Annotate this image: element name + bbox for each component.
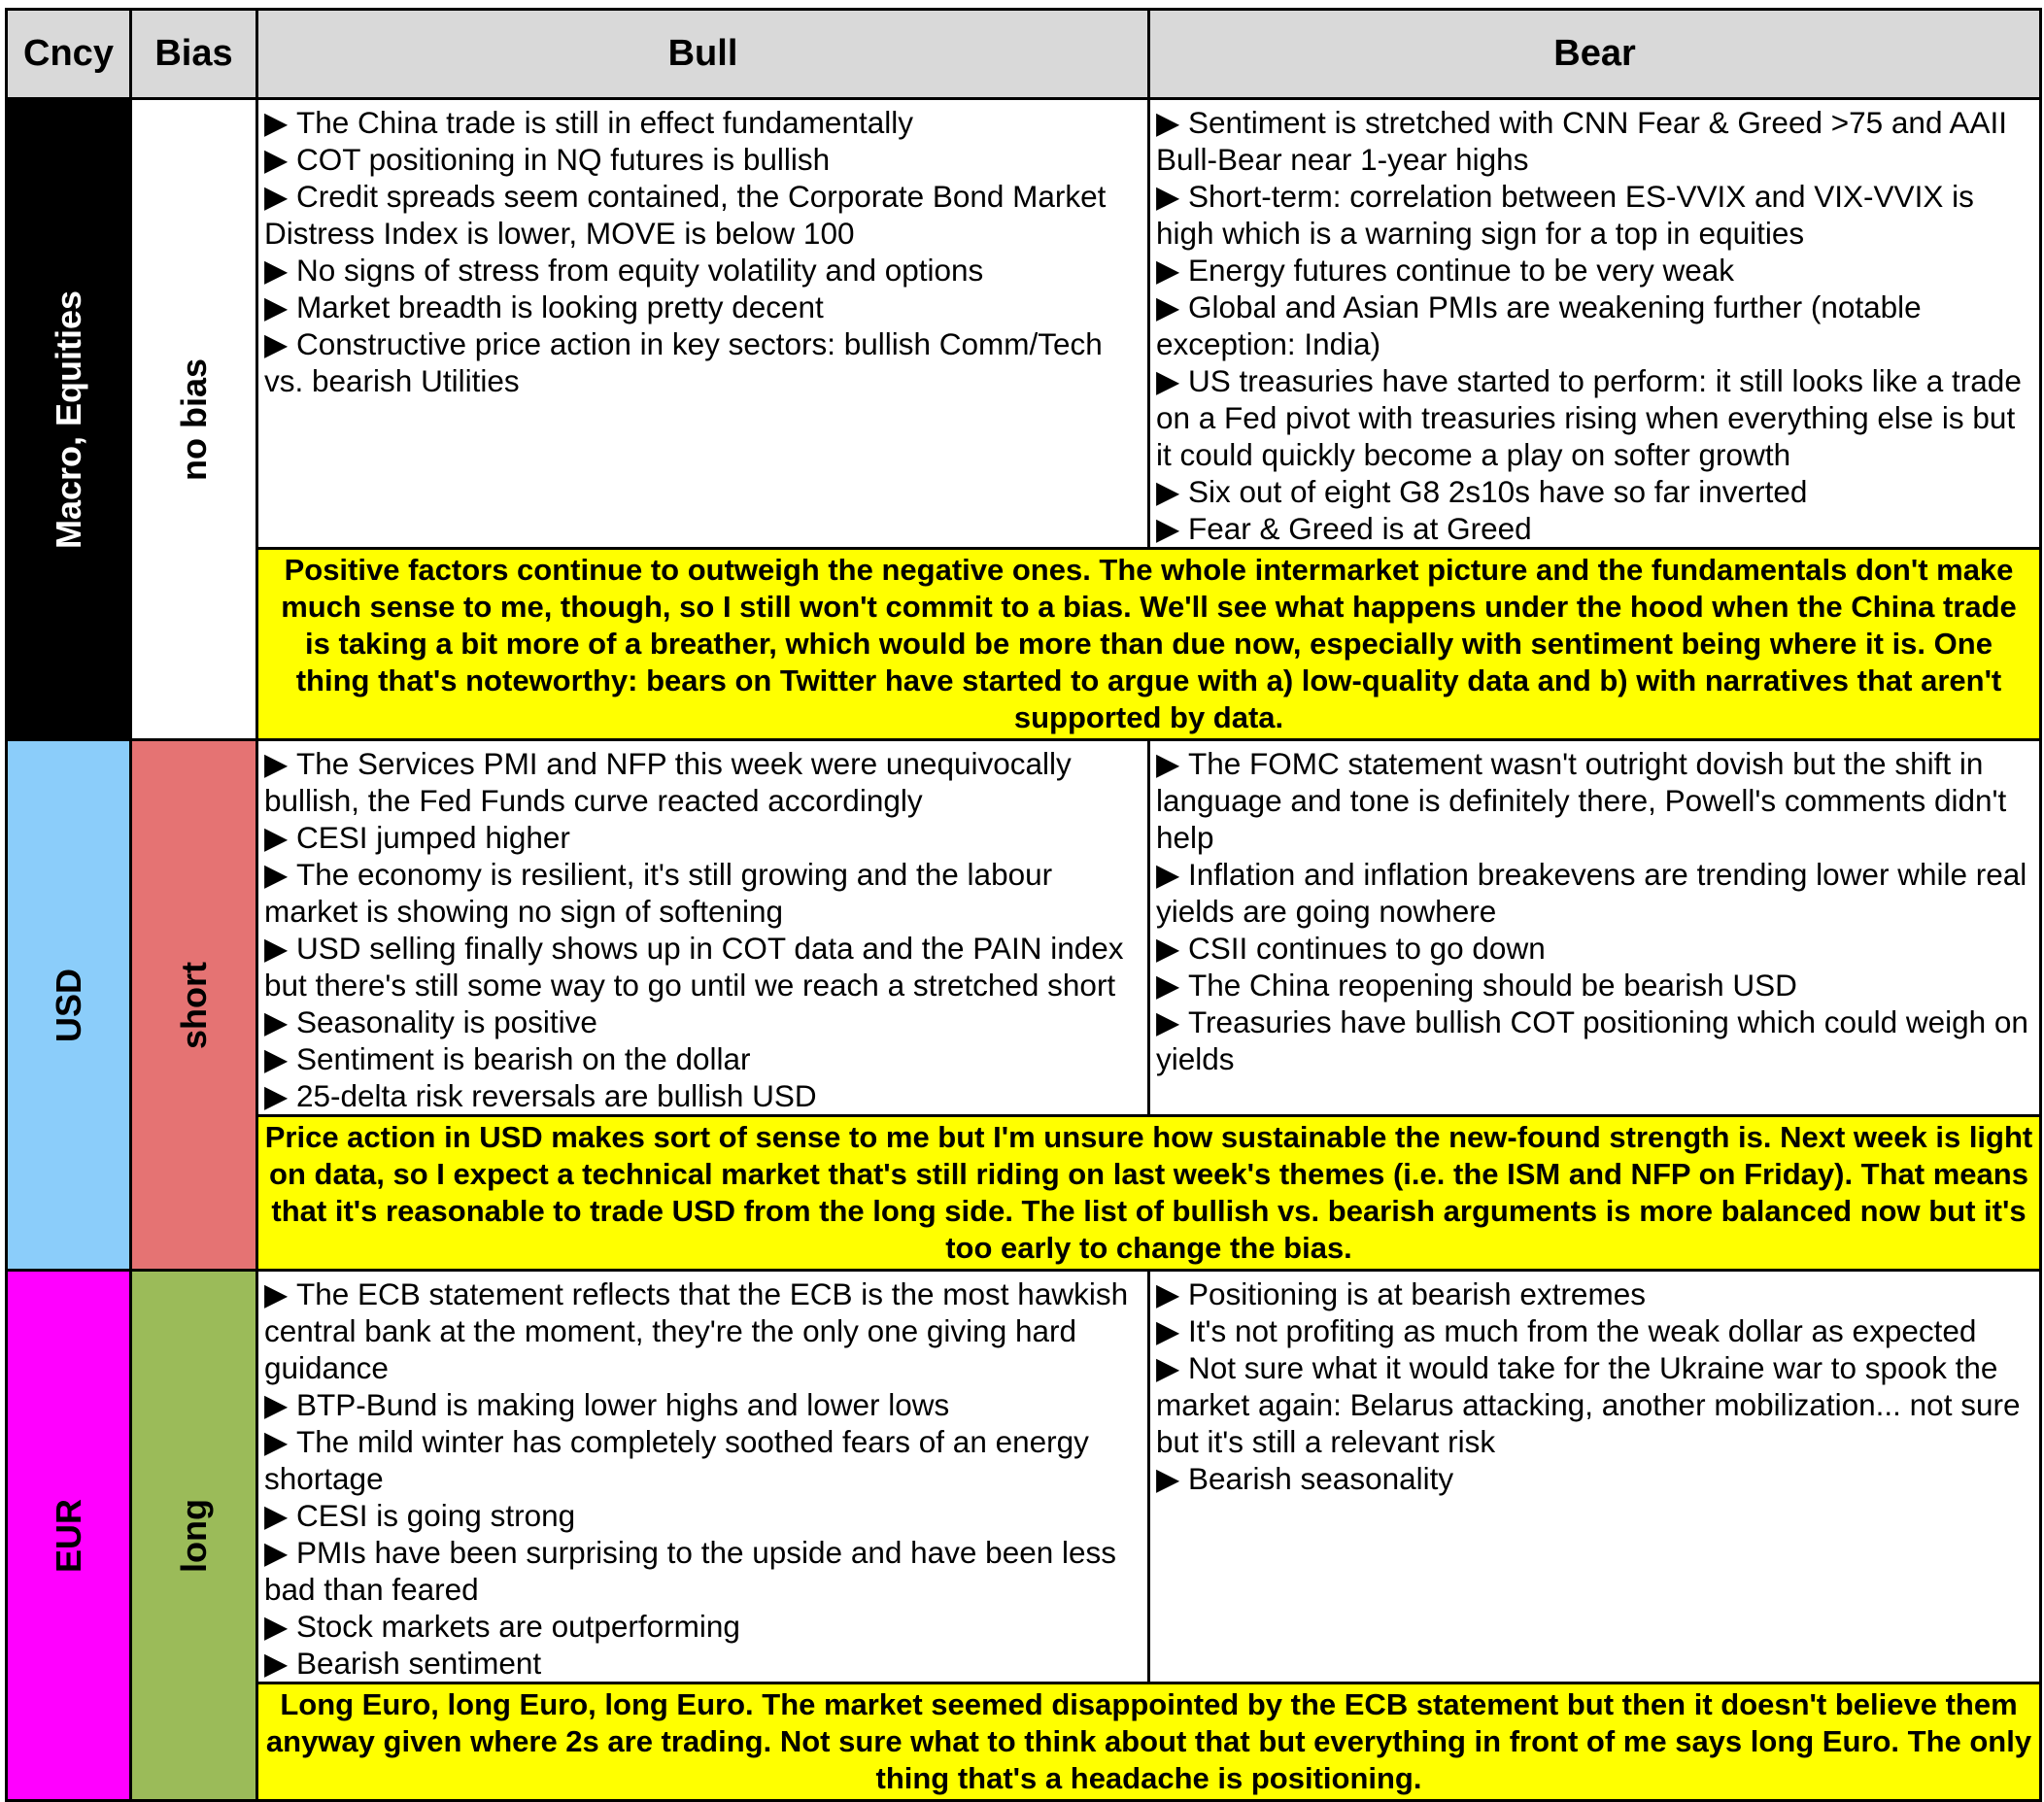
header-bias: Bias	[131, 10, 257, 99]
header-bull: Bull	[257, 10, 1149, 99]
currency-label: USD	[48, 968, 88, 1042]
list-item: ▶ USD selling finally shows up in COT data and the PAIN index but there's still some way to go until we reach a stretched short	[264, 930, 1141, 1003]
list-item: ▶ Positioning is at bearish extremes	[1156, 1275, 2033, 1312]
list-item: ▶ Inflation and inflation breakevens are trending lower while real yields are going nowhere	[1156, 856, 2033, 930]
list-item: ▶ Energy futures continue to be very weak	[1156, 252, 2033, 289]
bull-list	[258, 1272, 1147, 1682]
list-item: ▶ Seasonality is positive	[264, 1003, 1141, 1040]
summary-usd: Price action in USD makes sort of sense to me but I'm unsure how sustainable the new-found strength is. Next week is light on data, so I expect a technical market that's still riding on last week's themes (i.e. the ISM and NFP on Friday). That means that it's reasonable to trade USD from the long side. The list of bullish vs. bearish arguments is more balanced now but it's too early to change the bias.	[257, 1116, 2041, 1271]
list-item: ▶ COT positioning in NQ futures is bullish	[264, 141, 1141, 178]
list-item: ▶ Not sure what it would take for the Ukraine war to spook the market again: Belarus attacking, another mobilization... not sure but it's still a relevant risk	[1156, 1349, 2033, 1460]
list-item: ▶ The economy is resilient, it's still growing and the labour market is showing no sign of softening	[264, 856, 1141, 930]
list-item: ▶ The China trade is still in effect fundamentally	[264, 104, 1141, 141]
table-row	[7, 99, 2041, 549]
list-item: ▶ Six out of eight G8 2s10s have so far inverted	[1156, 473, 2033, 510]
bias-label: short	[173, 961, 214, 1049]
bear-cell-eur	[1149, 1271, 2041, 1683]
header-row	[7, 10, 2041, 99]
list-item: ▶ Bearish sentiment	[264, 1645, 1141, 1682]
list-item: ▶ Constructive price action in key sectors: bullish Comm/Tech vs. bearish Utilities	[264, 325, 1141, 399]
list-item: ▶ PMIs have been surprising to the upside and have been less bad than feared	[264, 1534, 1141, 1608]
summary-row	[7, 1116, 2041, 1271]
bull-cell-macro	[257, 99, 1149, 549]
list-item: ▶ The FOMC statement wasn't outright dovish but the shift in language and tone is definitely there, Powell's comments didn't help	[1156, 745, 2033, 856]
summary-macro: Positive factors continue to outweigh the negative ones. The whole intermarket picture and the fundamentals don't make much sense to me, though, so I still won't commit to a bias. We'll see what happens under the hood when the China trade is taking a bit more of a breather, which would be more than due now, especially with sentiment being where it is. One thing that's noteworthy: bears on Twitter have started to argue with a) low-quality data and b) with narratives that aren't supported by data.	[257, 549, 2041, 740]
bull-list	[258, 100, 1147, 399]
list-item: ▶ The ECB statement reflects that the ECB is the most hawkish central bank at the moment, they're the only one giving hard guidance	[264, 1275, 1141, 1386]
list-item: ▶ Sentiment is stretched with CNN Fear & Greed >75 and AAII Bull-Bear near 1-year highs	[1156, 104, 2033, 178]
bear-list	[1150, 741, 2039, 1077]
list-item: ▶ 25-delta risk reversals are bullish USD	[264, 1077, 1141, 1114]
bull-cell-usd	[257, 740, 1149, 1116]
bias-cell-usd	[131, 740, 257, 1271]
header-bear: Bear	[1149, 10, 2041, 99]
currency-label: EUR	[48, 1498, 88, 1573]
bias-table	[5, 8, 2042, 1802]
table-row	[7, 740, 2041, 1116]
list-item: ▶ It's not profiting as much from the weak dollar as expected	[1156, 1312, 2033, 1349]
list-item: ▶ CSII continues to go down	[1156, 930, 2033, 967]
bias-cell-eur	[131, 1271, 257, 1801]
currency-cell-eur	[7, 1271, 131, 1801]
currency-label: Macro, Equities	[48, 289, 88, 549]
list-item: ▶ The mild winter has completely soothed fears of an energy shortage	[264, 1423, 1141, 1497]
list-item: ▶ Stock markets are outperforming	[264, 1608, 1141, 1645]
list-item: ▶ CESI is going strong	[264, 1497, 1141, 1534]
bias-label: no bias	[173, 357, 214, 481]
header-currency: Cncy	[7, 10, 131, 99]
list-item: ▶ The Services PMI and NFP this week were unequivocally bullish, the Fed Funds curve reacted accordingly	[264, 745, 1141, 819]
bull-cell-eur	[257, 1271, 1149, 1683]
list-item: ▶ No signs of stress from equity volatility and options	[264, 252, 1141, 289]
bias-label: long	[173, 1498, 214, 1573]
list-item: ▶ Credit spreads seem contained, the Corporate Bond Market Distress Index is lower, MOVE is below 100	[264, 178, 1141, 252]
list-item: ▶ Treasuries have bullish COT positioning which could weigh on yields	[1156, 1003, 2033, 1077]
list-item: ▶ BTP-Bund is making lower highs and lower lows	[264, 1386, 1141, 1423]
list-item: ▶ Short-term: correlation between ES-VVIX and VIX-VVIX is high which is a warning sign for a top in equities	[1156, 178, 2033, 252]
bear-cell-macro	[1149, 99, 2041, 549]
list-item: ▶ Sentiment is bearish on the dollar	[264, 1040, 1141, 1077]
summary-eur: Long Euro, long Euro, long Euro. The market seemed disappointed by the ECB statement but then it doesn't believe them anyway given where 2s are trading. Not sure what to think about that but everything in front of me says long Euro. The only thing that's a headache is positioning.	[257, 1683, 2041, 1801]
currency-cell-macro	[7, 99, 131, 740]
bias-cell-macro	[131, 99, 257, 740]
currency-cell-usd	[7, 740, 131, 1271]
list-item: ▶ The China reopening should be bearish USD	[1156, 967, 2033, 1003]
bear-cell-usd	[1149, 740, 2041, 1116]
table-row	[7, 1271, 2041, 1683]
list-item: ▶ Market breadth is looking pretty decent	[264, 289, 1141, 325]
bear-list	[1150, 1272, 2039, 1497]
list-item: ▶ Global and Asian PMIs are weakening further (notable exception: India)	[1156, 289, 2033, 362]
list-item: ▶ Fear & Greed is at Greed	[1156, 510, 2033, 547]
summary-row	[7, 549, 2041, 740]
list-item: ▶ CESI jumped higher	[264, 819, 1141, 856]
bear-list	[1150, 100, 2039, 547]
list-item: ▶ Bearish seasonality	[1156, 1460, 2033, 1497]
bull-list	[258, 741, 1147, 1114]
summary-row	[7, 1683, 2041, 1801]
list-item: ▶ US treasuries have started to perform: it still looks like a trade on a Fed pivot with treasuries rising when everything else is but it could quickly become a play on softer growth	[1156, 362, 2033, 473]
